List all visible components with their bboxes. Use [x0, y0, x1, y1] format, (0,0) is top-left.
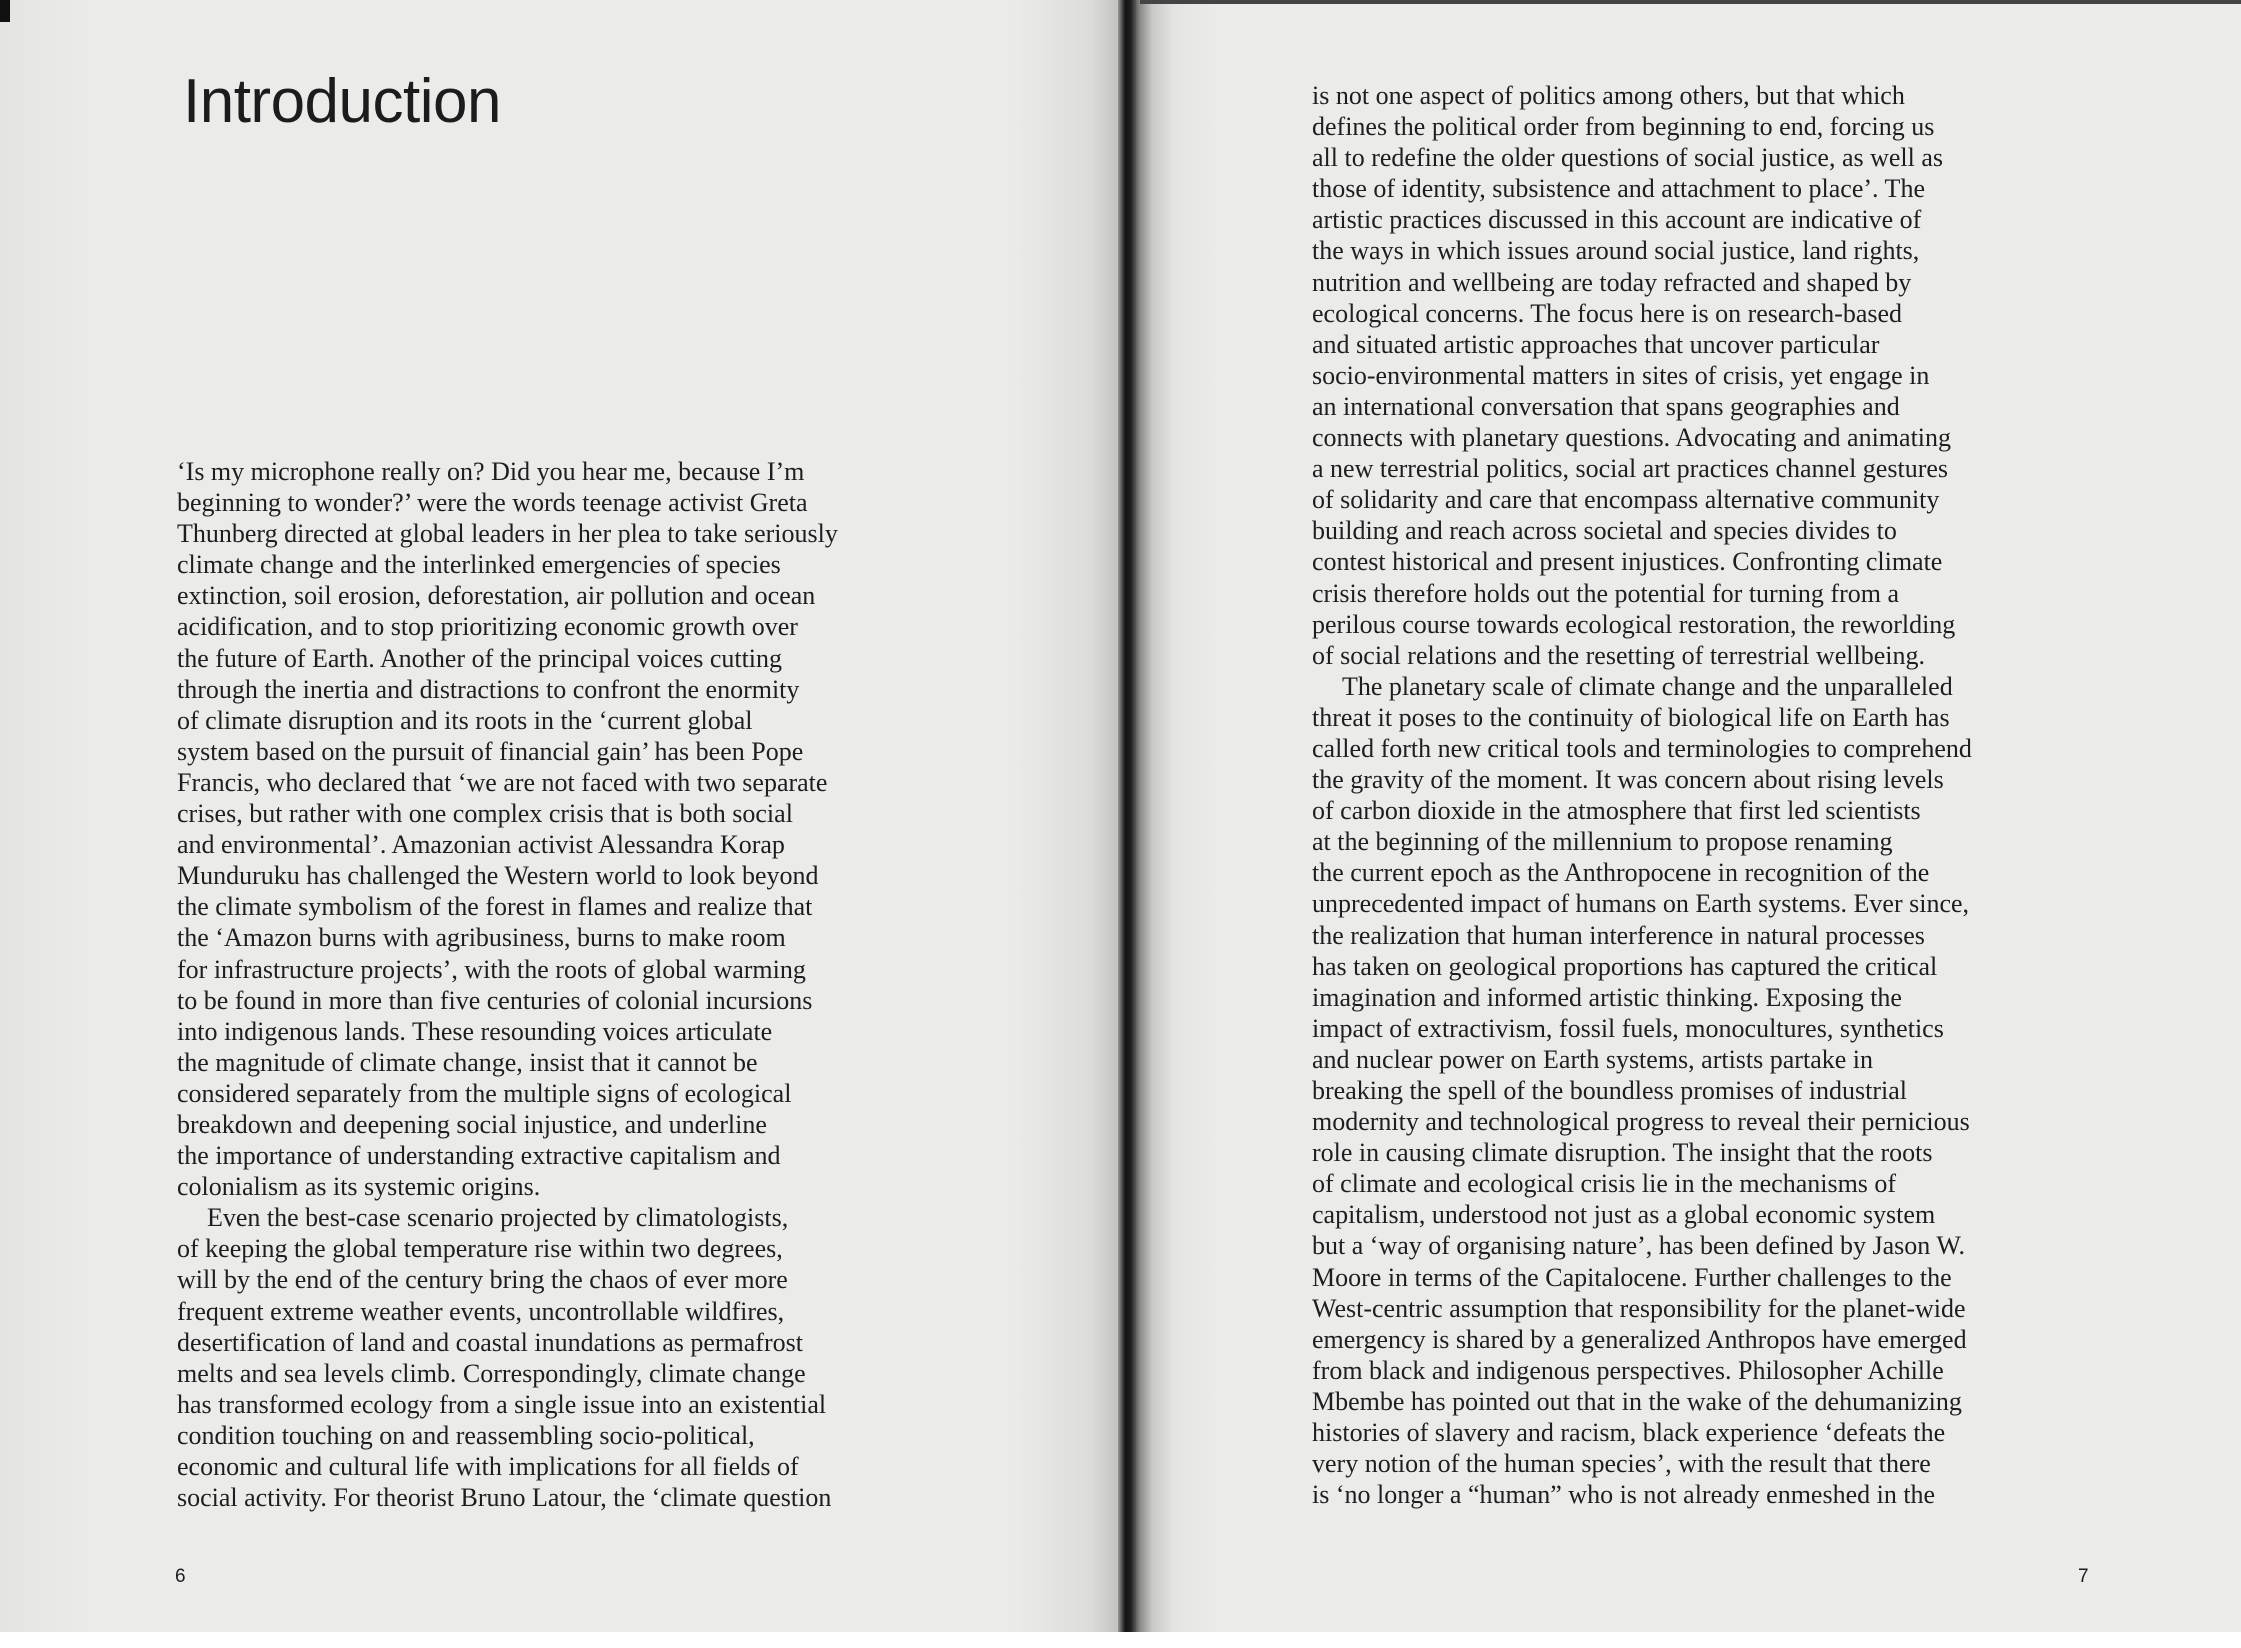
text-line: the climate symbolism of the forest in flames and realize that: [177, 892, 813, 922]
text-line: the gravity of the moment. It was concern about rising levels: [1312, 765, 1944, 795]
text-line: from black and indigenous perspectives. Philosopher Achille: [1312, 1355, 1944, 1385]
text-line: frequent extreme weather events, uncontrollable wildfires,: [177, 1296, 785, 1326]
text-line: of carbon dioxide in the atmosphere that first led scientists: [1312, 796, 1921, 826]
text-line: breakdown and deepening social injustice, and underline: [177, 1109, 767, 1139]
text-line: acidification, and to stop prioritizing economic growth over: [177, 612, 798, 642]
text-line: melts and sea levels climb. Correspondingly, climate change: [177, 1358, 806, 1388]
text-line: beginning to wonder?’ were the words teenage activist Greta: [177, 488, 808, 518]
text-line: connects with planetary questions. Advocating and animating: [1312, 423, 1952, 453]
text-line: social activity. For theorist Bruno Latour, the ‘climate question: [177, 1483, 832, 1513]
text-line: defines the political order from beginning to end, forcing us: [1312, 112, 1935, 142]
text-line: of solidarity and care that encompass alternative community: [1312, 485, 1940, 515]
text-line: the realization that human interference in natural processes: [1312, 920, 1925, 950]
text-line: crisis therefore holds out the potential for turning from a: [1312, 578, 1900, 608]
text-line: colonialism as its systemic origins.: [177, 1172, 541, 1202]
text-line: called forth new critical tools and terminologies to comprehend: [1312, 733, 1972, 763]
text-line: ‘Is my microphone really on? Did you hear me, because I’m: [177, 457, 805, 486]
text-line: the current epoch as the Anthropocene in recognition of the: [1312, 858, 1930, 888]
right-body-text: [1312, 80, 2092, 1510]
text-line: and situated artistic approaches that uncover particular: [1312, 329, 1880, 359]
text-line: all to redefine the older questions of social justice, as well as: [1312, 143, 1944, 173]
text-line: the future of Earth. Another of the principal voices cutting: [177, 643, 783, 673]
text-line-paragraph-start: The planetary scale of climate change and the unparalleled: [1342, 671, 1953, 701]
text-line: capitalism, understood not just as a global economic system: [1312, 1200, 1936, 1230]
text-line: unprecedented impact of humans on Earth systems. Ever since,: [1312, 889, 1970, 919]
text-line: crises, but rather with one complex crisis that is both social: [177, 799, 793, 829]
text-line: those of identity, subsistence and attachment to place’. The: [1312, 174, 1925, 204]
book-gutter: [1118, 0, 1136, 1632]
text-line: economic and cultural life with implications for all fields of: [177, 1452, 799, 1481]
text-line: system based on the pursuit of financial gain’ has been Pope: [177, 736, 804, 766]
left-body-text: [177, 456, 957, 1513]
text-line: a new terrestrial politics, social art practices channel gestures: [1312, 454, 1949, 484]
text-line: artistic practices discussed in this account are indicative of: [1312, 205, 1922, 235]
chapter-title: Introduction: [183, 67, 501, 136]
page-number-right: 7: [2078, 1566, 2089, 1587]
text-line: has transformed ecology from a single issue into an existential: [177, 1389, 827, 1419]
text-line: breaking the spell of the boundless promises of industrial: [1312, 1076, 1908, 1105]
text-line: an international conversation that spans geographies and: [1312, 391, 1900, 421]
text-line: Mbembe has pointed out that in the wake of the dehumanizing: [1312, 1386, 1962, 1416]
text-line: is ‘no longer a “human” who is not already enmeshed in the: [1312, 1480, 1936, 1510]
text-line: the magnitude of climate change, insist that it cannot be: [177, 1047, 758, 1077]
text-line: extinction, soil erosion, deforestation, air pollution and ocean: [177, 581, 816, 611]
text-line: Moore in terms of the Capitalocene. Further challenges to the: [1312, 1262, 1952, 1292]
text-line: histories of slavery and racism, black experience ‘defeats the: [1312, 1418, 1946, 1448]
text-line: for infrastructure projects’, with the roots of global warming: [177, 954, 806, 984]
text-line: ecological concerns. The focus here is on research-based: [1312, 298, 1903, 328]
page-number-left: 6: [175, 1566, 186, 1587]
text-line: Thunberg directed at global leaders in her plea to take seriously: [177, 519, 838, 549]
text-line: and environmental’. Amazonian activist Alessandra Korap: [177, 830, 785, 860]
text-line: through the inertia and distractions to confront the enormity: [177, 674, 800, 704]
text-line: socio-environmental matters in sites of crisis, yet engage in: [1312, 360, 1930, 390]
text-line: emergency is shared by a generalized Anthropos have emerged: [1312, 1324, 1967, 1354]
text-line: considered separately from the multiple signs of ecological: [177, 1078, 792, 1108]
text-line: Francis, who declared that ‘we are not faced with two separate: [177, 767, 828, 797]
text-line: perilous course towards ecological restoration, the reworlding: [1312, 609, 1956, 639]
text-line: Munduruku has challenged the Western world to look beyond: [177, 861, 819, 891]
text-line: very notion of the human species’, with the result that there: [1312, 1449, 1931, 1479]
text-line: impact of extractivism, fossil fuels, monocultures, synthetics: [1312, 1013, 1944, 1043]
scan-bottom-margin: [0, 1632, 2241, 1648]
text-line: of climate and ecological crisis lie in the mechanisms of: [1312, 1169, 1897, 1199]
text-line: building and reach across societal and species divides to: [1312, 516, 1897, 546]
text-line: and nuclear power on Earth systems, artists partake in: [1312, 1044, 1873, 1074]
text-line: West-centric assumption that responsibility for the planet-wide: [1312, 1293, 1966, 1323]
text-line: climate change and the interlinked emergencies of species: [177, 550, 781, 580]
text-line: the importance of understanding extractive capitalism and: [177, 1141, 781, 1171]
text-line: role in causing climate disruption. The insight that the roots: [1312, 1138, 1933, 1168]
text-line: nutrition and wellbeing are today refracted and shaped by: [1312, 267, 1912, 297]
text-line: the ‘Amazon burns with agribusiness, burns to make room: [177, 923, 786, 953]
text-line: modernity and technological progress to reveal their pernicious: [1312, 1107, 1970, 1137]
text-line: to be found in more than five centuries of colonial incursions: [177, 985, 813, 1015]
text-line: into indigenous lands. These resounding voices articulate: [177, 1016, 773, 1046]
text-line: of keeping the global temperature rise within two degrees,: [177, 1234, 783, 1264]
text-line-paragraph-start: Even the best-case scenario projected by climatologists,: [207, 1203, 789, 1233]
text-line: of climate disruption and its roots in the ‘current global: [177, 705, 753, 735]
page-top-edge: [1140, 0, 2241, 4]
text-line: desertification of land and coastal inundations as permafrost: [177, 1327, 803, 1357]
text-line: contest historical and present injustices. Confronting climate: [1312, 547, 1943, 577]
scan-corner-mark: [0, 0, 10, 22]
text-line: has taken on geological proportions has captured the critical: [1312, 951, 1938, 981]
text-line: of social relations and the resetting of terrestrial wellbeing.: [1312, 640, 1925, 670]
text-line: threat it poses to the continuity of biological life on Earth has: [1312, 702, 1950, 732]
text-line: but a ‘way of organising nature’, has been defined by Jason W.: [1312, 1231, 1965, 1261]
text-line: condition touching on and reassembling socio-political,: [177, 1420, 755, 1450]
text-line: the ways in which issues around social justice, land rights,: [1312, 236, 1920, 266]
text-line: is not one aspect of politics among others, but that which: [1312, 81, 1905, 110]
text-line: will by the end of the century bring the chaos of ever more: [177, 1265, 788, 1295]
text-line: at the beginning of the millennium to propose renaming: [1312, 827, 1893, 857]
text-line: imagination and informed artistic thinking. Exposing the: [1312, 982, 1902, 1012]
